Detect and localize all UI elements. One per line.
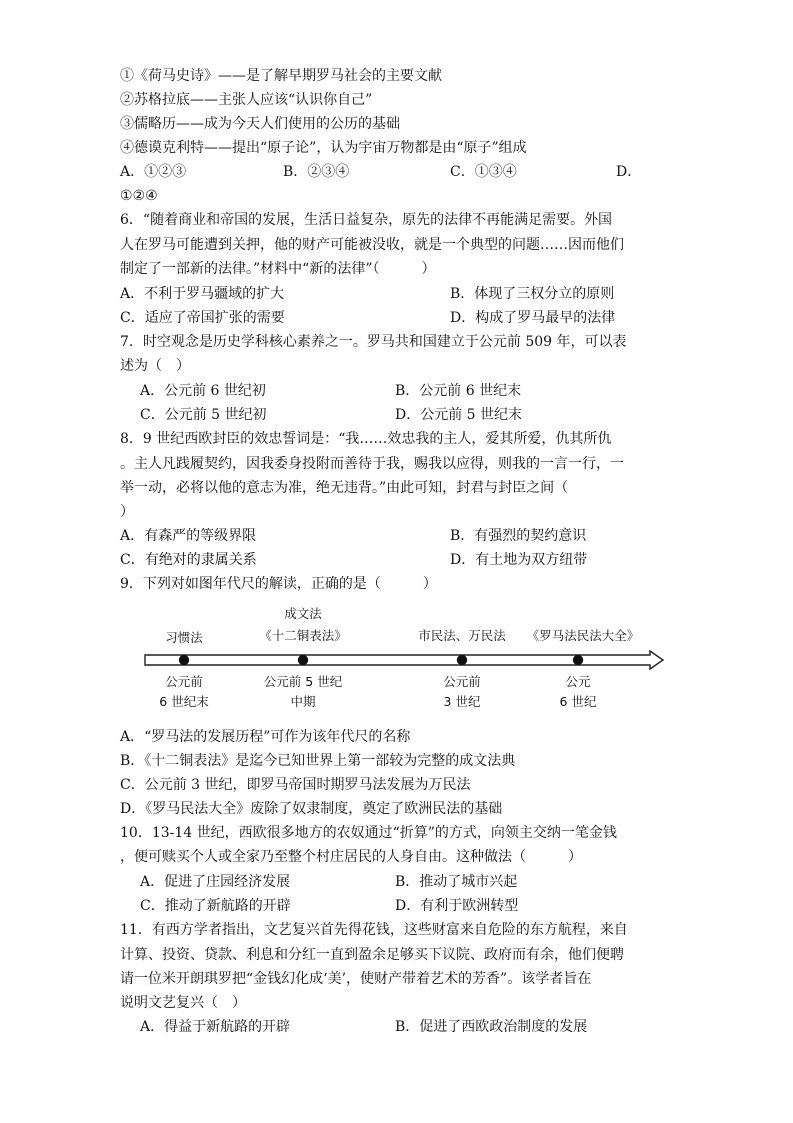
q5-option-d-text: ①②④ [120, 188, 158, 204]
q9-option-d[interactable]: D．《罗马民法大全》废除了奴隶制度，奠定了欧洲民法的基础 [120, 801, 503, 817]
q5-option-c[interactable]: C．①③④ [450, 164, 517, 180]
timeline-point-3 [457, 655, 467, 665]
q6-stem-line-1: 6．“随着商业和帝国的发展，生活日益复杂，原先的法律不再能满足需要。外国 [120, 212, 613, 228]
timeline-point-4 [573, 655, 583, 665]
q8-option-a[interactable]: A．有森严的等级界限 [120, 528, 257, 544]
q10-option-a[interactable]: A．促进了庄园经济发展 [140, 874, 291, 890]
q6-option-c[interactable]: C．适应了帝国扩张的需要 [120, 310, 285, 326]
q11-stem-line-3: 请一位米开朗琪罗把“金钱幻化成‘美’，使财产带着艺术的芳香”。该学者旨在 [120, 971, 592, 987]
q8-option-d[interactable]: D．有土地为双方纽带 [450, 552, 588, 568]
q8-stem-line-4: ） [120, 504, 134, 520]
timeline-arrow [145, 651, 663, 669]
q7-option-c[interactable]: C．公元前 5 世纪初 [140, 407, 267, 423]
q5-option-a[interactable]: A．①②③ [120, 164, 187, 180]
timeline-label-twelve-tables: 《十二铜表法》 [259, 628, 347, 643]
q7-option-a[interactable]: A．公元前 6 世纪初 [140, 383, 266, 399]
q11-option-b[interactable]: B．促进了西欧政治制度的发展 [395, 1019, 588, 1035]
timeline-date-1-line-1: 公元前 [165, 674, 203, 689]
timeline-date-2-line-1: 公元前 5 世纪 [263, 674, 343, 689]
q5-option-b[interactable]: B．②③④ [283, 164, 350, 180]
q6-stem-line-2: 人在罗马可能遭到关押，他的财产可能被没收，就是一个典型的问题……因而他们 [120, 237, 624, 253]
q5-item-1: ①《荷马史诗》——是了解早期罗马社会的主要文献 [120, 68, 442, 84]
timeline-label-written-law: 成文法 [284, 606, 322, 621]
timeline-date-4-line-2: 6 世纪 [559, 694, 597, 709]
timeline-figure [120, 600, 680, 715]
q7-stem-line-1: 7．时空观念是历史学科核心素养之一。罗马共和国建立于公元前 509 年，可以表 [120, 334, 627, 350]
q6-option-b[interactable]: B．体现了三权分立的原则 [450, 286, 615, 302]
timeline-date-3-line-1: 公元前 [443, 674, 481, 689]
q5-item-2: ②苏格拉底——主张人应该“认识你自己” [120, 92, 373, 108]
q6-option-a[interactable]: A．不利于罗马疆域的扩大 [120, 286, 285, 302]
q7-option-b[interactable]: B．公元前 6 世纪末 [395, 383, 522, 399]
q5-option-d[interactable]: D． [616, 164, 642, 180]
timeline-label-custom-law: 习惯法 [165, 630, 203, 645]
q5-item-3: ③儒略历——成为今天人们使用的公历的基础 [120, 116, 400, 132]
q6-option-d[interactable]: D．构成了罗马最早的法律 [450, 310, 616, 326]
q10-stem-line-2: ，便可赎买个人或全家乃至整个村庄居民的人身自由。这种做法（ ） [120, 849, 582, 865]
timeline-label-corpus-juris: 《罗马法民法大全》 [526, 628, 640, 643]
q10-option-c[interactable]: C．推动了新航路的开辟 [140, 898, 291, 914]
q9-option-c[interactable]: C．公元前 3 世纪，即罗马帝国时期罗马法发展为万民法 [120, 777, 471, 793]
timeline-date-2-line-2: 中期 [290, 694, 316, 709]
q9-option-a[interactable]: A．“罗马法的发展历程”可作为该年代尺的名称 [120, 729, 411, 745]
timeline-label-civil-law: 市民法、万民法 [418, 628, 506, 643]
q10-option-b[interactable]: B．推动了城市兴起 [395, 874, 518, 890]
q7-option-d[interactable]: D．公元前 5 世纪末 [395, 407, 523, 423]
timeline-date-4-line-1: 公元 [565, 674, 591, 689]
q11-stem-line-1: 11．有西方学者指出，文艺复兴首先得花钱，这些财富来自危险的东方航程，来自 [120, 922, 628, 938]
q7-stem-line-2: 述为（ ） [120, 358, 190, 374]
q9-stem: 9．下列对如图年代尺的解读，正确的是（ ） [120, 576, 437, 592]
q8-option-c[interactable]: C．有绝对的隶属关系 [120, 552, 257, 568]
q10-option-d[interactable]: D．有利于欧洲转型 [395, 898, 519, 914]
q6-stem-line-3: 制定了一部新的法律。”材料中“新的法律”（ ） [120, 261, 436, 277]
timeline-point-1 [179, 655, 189, 665]
q8-stem-line-1: 8．9 世纪西欧封臣的效忠誓词是：“我……效忠我的主人，爱其所爱，仇其所仇 [120, 431, 612, 447]
q10-stem-line-1: 10．13-14 世纪，西欧很多地方的农奴通过“折算”的方式，向领主交纳一笔金钱 [120, 825, 617, 841]
timeline-point-2 [298, 655, 308, 665]
q8-stem-line-3: 举一动，必将以他的意志为准，绝无违背。”由此可知，封君与封臣之间（ [120, 480, 569, 496]
q5-item-4: ④德谟克利特——提出“原子论”，认为宇宙万物都是由“原子”组成 [120, 140, 527, 156]
timeline-date-1-line-2: 6 世纪末 [159, 694, 209, 709]
q11-stem-line-4: 说明文艺复兴（ ） [120, 995, 246, 1011]
q8-stem-line-2: 。主人凡践履契约，因我委身投附而善待于我，赐我以应得，则我的一言一行，一 [120, 456, 624, 472]
q11-option-a[interactable]: A．得益于新航路的开辟 [140, 1019, 291, 1035]
q9-option-b[interactable]: B．《十二铜表法》是迄今已知世界上第一部较为完整的成文法典 [120, 753, 516, 769]
q11-stem-line-2: 计算、投资、贷款、利息和分红一直到盈余足够买下议院、政府而有余，他们便聘 [120, 947, 624, 963]
q8-option-b[interactable]: B．有强烈的契约意识 [450, 528, 587, 544]
timeline-date-3-line-2: 3 世纪 [443, 694, 481, 709]
